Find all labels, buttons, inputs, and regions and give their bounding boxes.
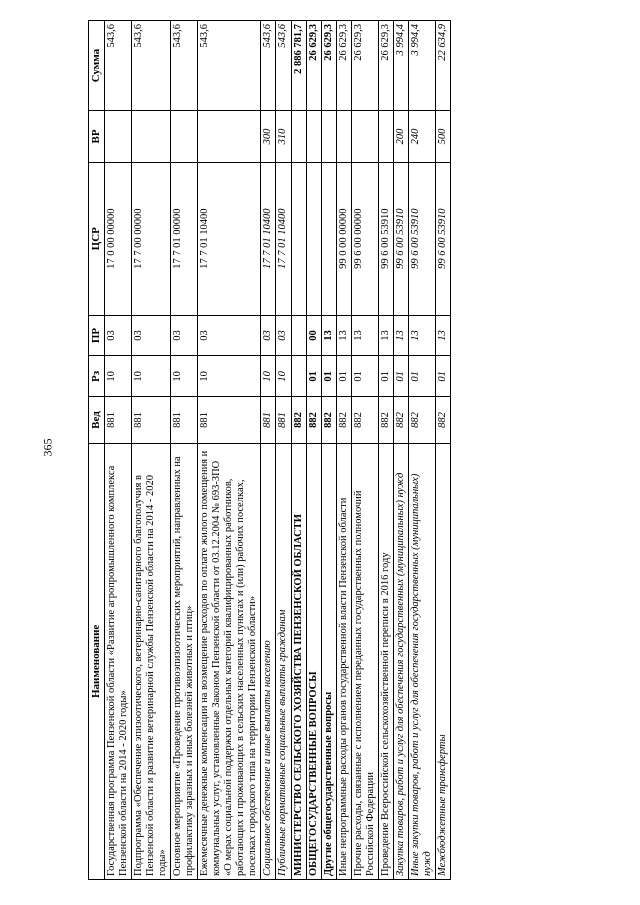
- cell-name: Другие общегосударственные вопросы: [321, 443, 336, 879]
- cell-sum: 543,6: [131, 21, 170, 111]
- cell-vr: [336, 111, 351, 163]
- cell-sum: 26 629,3: [336, 21, 351, 111]
- cell-sum: 22 634,9: [436, 21, 451, 111]
- cell-rz: 10: [276, 356, 291, 397]
- cell-rz: 01: [436, 356, 451, 397]
- col-header-pr: ПР: [89, 315, 105, 356]
- cell-sum: 543,6: [261, 21, 276, 111]
- cell-csr: 17 7 01 10400: [198, 162, 261, 315]
- cell-pr: 13: [351, 315, 378, 356]
- table-body: [104, 21, 451, 880]
- cell-pr: 03: [276, 315, 291, 356]
- cell-pr: 03: [170, 315, 197, 356]
- page-number: 365: [40, 438, 55, 457]
- table-row: [131, 21, 170, 880]
- cell-csr: 17 0 00 00000: [104, 162, 131, 315]
- cell-vr: [131, 111, 170, 163]
- cell-rz: 01: [393, 356, 408, 397]
- col-header-sum: Сумма: [89, 21, 105, 111]
- cell-rz: 01: [409, 356, 436, 397]
- cell-vr: 240: [409, 111, 436, 163]
- cell-sum: 543,6: [276, 21, 291, 111]
- col-header-name: Наименование: [89, 443, 105, 879]
- table-row: [351, 21, 378, 880]
- cell-csr: 99 6 00 53910: [378, 162, 393, 315]
- cell-ved: 881: [198, 397, 261, 443]
- cell-vr: [170, 111, 197, 163]
- cell-sum: 543,6: [170, 21, 197, 111]
- cell-rz: 01: [306, 356, 321, 397]
- cell-ved: 882: [409, 397, 436, 443]
- cell-vr: [198, 111, 261, 163]
- table-row: [170, 21, 197, 880]
- cell-csr: 17 7 01 10400: [261, 162, 276, 315]
- cell-sum: 543,6: [104, 21, 131, 111]
- cell-csr: 99 0 00 00000: [336, 162, 351, 315]
- cell-pr: 03: [261, 315, 276, 356]
- cell-name: Прочие расходы, связанные с исполнением переданных государственных полномочий Российской Федерации: [351, 443, 378, 879]
- table-row: [104, 21, 131, 880]
- cell-csr: [291, 162, 306, 315]
- cell-rz: 01: [351, 356, 378, 397]
- cell-vr: [291, 111, 306, 163]
- table-row: [321, 21, 336, 880]
- col-header-ved: Вед: [89, 397, 105, 443]
- cell-csr: 17 7 01 00000: [170, 162, 197, 315]
- table-header-row: [89, 21, 105, 880]
- cell-vr: 200: [393, 111, 408, 163]
- cell-name: ОБЩЕГОСУДАРСТВЕННЫЕ ВОПРОСЫ: [306, 443, 321, 879]
- table-row: [198, 21, 261, 880]
- table-row: [436, 21, 451, 880]
- cell-rz: 01: [378, 356, 393, 397]
- cell-ved: 882: [351, 397, 378, 443]
- cell-sum: 3 994,4: [393, 21, 408, 111]
- cell-pr: 03: [104, 315, 131, 356]
- cell-rz: 10: [104, 356, 131, 397]
- cell-sum: 543,6: [198, 21, 261, 111]
- table-row: [276, 21, 291, 880]
- cell-vr: [321, 111, 336, 163]
- table-row: [291, 21, 306, 880]
- table-row: [409, 21, 436, 880]
- table-row: [261, 21, 276, 880]
- cell-csr: 99 6 00 53910: [436, 162, 451, 315]
- cell-name: Подпрограмма «Обеспечение эпизоотического, ветеринарно-санитарного благополучия в Пензенской области и развитие ветеринарной службы Пензенской области на 2014 - 2020 годы»: [131, 443, 170, 879]
- table-row: [306, 21, 321, 880]
- cell-pr: 13: [336, 315, 351, 356]
- cell-pr: [291, 315, 306, 356]
- cell-name: МИНИСТЕРСТВО СЕЛЬСКОГО ХОЗЯЙСТВА ПЕНЗЕНСКОЙ ОБЛАСТИ: [291, 443, 306, 879]
- cell-sum: 26 629,3: [321, 21, 336, 111]
- cell-csr: 17 7 00 00000: [131, 162, 170, 315]
- cell-sum: 26 629,3: [351, 21, 378, 111]
- cell-csr: 17 7 01 10400: [276, 162, 291, 315]
- col-header-csr: ЦСР: [89, 162, 105, 315]
- cell-csr: 99 6 00 53910: [409, 162, 436, 315]
- cell-pr: 03: [198, 315, 261, 356]
- cell-ved: 882: [393, 397, 408, 443]
- cell-ved: 882: [306, 397, 321, 443]
- cell-name: Публичные нормативные социальные выплаты гражданам: [276, 443, 291, 879]
- cell-pr: 13: [393, 315, 408, 356]
- table-row: [378, 21, 393, 880]
- cell-pr: 03: [131, 315, 170, 356]
- cell-ved: 882: [291, 397, 306, 443]
- cell-ved: 881: [170, 397, 197, 443]
- table-row: [393, 21, 408, 880]
- cell-name: Социальное обеспечение и иные выплаты населению: [261, 443, 276, 879]
- cell-pr: 13: [321, 315, 336, 356]
- cell-name: Иные непрограммные расходы органов государственной власти Пензенской области: [336, 443, 351, 879]
- cell-name: Основное мероприятие «Проведение противоэпизоотических мероприятий, направленных на профилактику заразных и иных болезней животных и птиц»: [170, 443, 197, 879]
- cell-ved: 881: [276, 397, 291, 443]
- cell-rz: 10: [261, 356, 276, 397]
- cell-vr: [306, 111, 321, 163]
- cell-name: Иные закупки товаров, работ и услуг для обеспечения государственных (муниципальных) нужд: [409, 443, 436, 879]
- budget-table: [88, 20, 451, 880]
- cell-ved: 882: [336, 397, 351, 443]
- cell-ved: 881: [131, 397, 170, 443]
- cell-pr: 13: [409, 315, 436, 356]
- cell-rz: 10: [131, 356, 170, 397]
- cell-csr: 99 6 00 53910: [393, 162, 408, 315]
- cell-vr: [351, 111, 378, 163]
- cell-sum: 2 886 781,7: [291, 21, 306, 111]
- cell-ved: 881: [261, 397, 276, 443]
- cell-vr: 300: [261, 111, 276, 163]
- col-header-vr: ВР: [89, 111, 105, 163]
- cell-ved: 882: [378, 397, 393, 443]
- cell-ved: 882: [436, 397, 451, 443]
- cell-rz: 10: [170, 356, 197, 397]
- cell-pr: 00: [306, 315, 321, 356]
- cell-rz: 10: [198, 356, 261, 397]
- cell-sum: 26 629,3: [306, 21, 321, 111]
- cell-rz: 01: [321, 356, 336, 397]
- cell-csr: [321, 162, 336, 315]
- budget-table-container: [88, 20, 588, 880]
- cell-vr: [378, 111, 393, 163]
- cell-sum: 26 629,3: [378, 21, 393, 111]
- cell-vr: 310: [276, 111, 291, 163]
- cell-name: Ежемесячные денежные компенсации на возмещение расходов по оплате жилого помещения и коммунальных услуг, установленные Законом Пензенской области от 03.12.2004 № 693-ЗПО «О мерах социальной поддержки отдельных категорий квалифицированных работников, работающих и проживающих в сельских населенных пунктах и (или) рабочих поселках, поселках городского типа на территории Пензенской области»: [198, 443, 261, 879]
- cell-name: Межбюджетные трансферты: [436, 443, 451, 879]
- cell-ved: 881: [104, 397, 131, 443]
- cell-pr: 13: [436, 315, 451, 356]
- cell-vr: 500: [436, 111, 451, 163]
- cell-csr: 99 6 00 00000: [351, 162, 378, 315]
- cell-vr: [104, 111, 131, 163]
- cell-ved: 882: [321, 397, 336, 443]
- cell-pr: 13: [378, 315, 393, 356]
- cell-rz: [291, 356, 306, 397]
- cell-name: Проведение Всероссийской сельскохозяйственной переписи в 2016 году: [378, 443, 393, 879]
- cell-sum: 3 994,4: [409, 21, 436, 111]
- cell-rz: 01: [336, 356, 351, 397]
- table-row: [336, 21, 351, 880]
- col-header-rz: Рз: [89, 356, 105, 397]
- cell-csr: [306, 162, 321, 315]
- cell-name: Закупка товаров, работ и услуг для обеспечения государственных (муниципальных) нужд: [393, 443, 408, 879]
- cell-name: Государственная программа Пензенской области «Развитие агропромышленного комплекса Пензенской области на 2014 - 2020 годы»: [104, 443, 131, 879]
